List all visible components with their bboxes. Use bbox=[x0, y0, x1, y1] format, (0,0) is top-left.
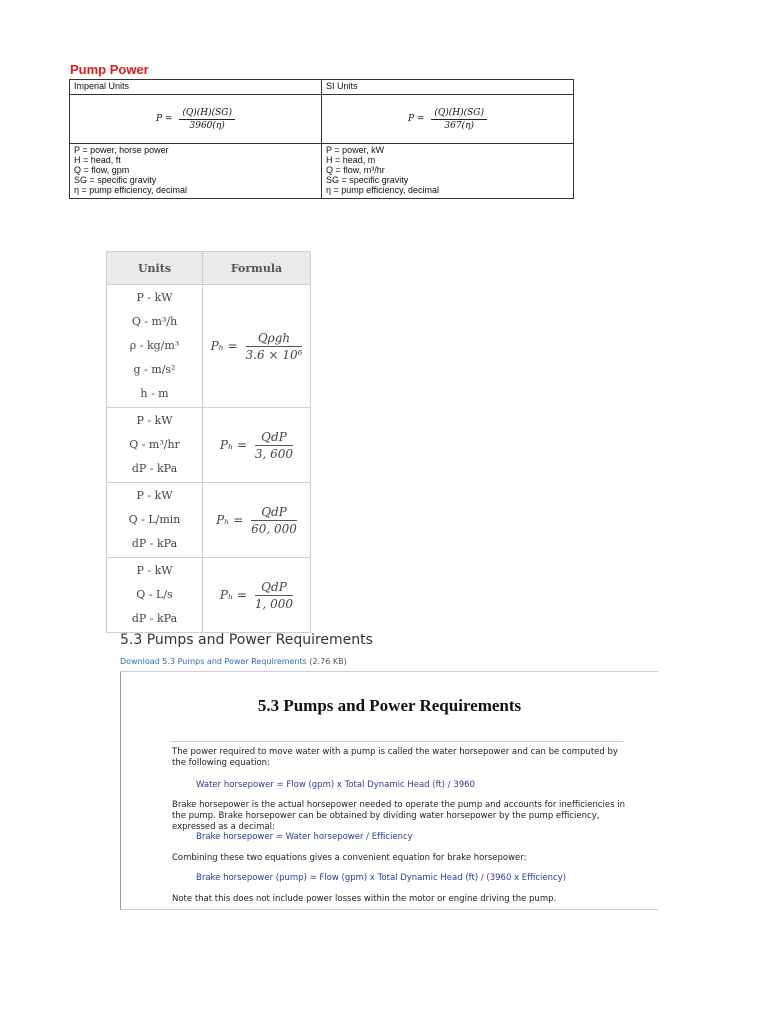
section-heading: 5.3 Pumps and Power Requirements bbox=[120, 632, 373, 648]
file-size: (2.76 KB) bbox=[309, 657, 347, 666]
definition-line: SG = specific gravity bbox=[74, 175, 157, 185]
imperial-definitions bbox=[70, 144, 322, 199]
units-header: Units bbox=[107, 252, 203, 285]
formula-header: Formula bbox=[203, 252, 311, 285]
equation: Water horsepower = Flow (gpm) x Total Dynamic Head (ft) / 3960 bbox=[196, 780, 475, 790]
units-cell: P - kW Q - L/s dP - kPa bbox=[107, 558, 203, 633]
paragraph: Brake horsepower is the actual horsepower needed to operate the pump and accounts for inefficiencies in the pump. Brake horsepower can be obtained by dividing water horsepower by the pump efficiency, expressed as a decimal: bbox=[172, 800, 626, 832]
formula-cell: Pₕ = $\frac{\text{QdP}}{60, 000}$ bbox=[203, 483, 311, 558]
paragraph: The power required to move water with a pump is called the water horsepower and can be computed by the following equation: bbox=[172, 747, 618, 768]
table-row bbox=[107, 483, 311, 558]
units-cell: P - kW Q - L/min dP - kPa bbox=[107, 483, 203, 558]
si-definitions bbox=[322, 144, 574, 199]
equation: Brake horsepower (pump) = Flow (gpm) x Total Dynamic Head (ft) / (3960 x Efficiency) bbox=[196, 873, 567, 883]
definition-line: P = power, horse power bbox=[74, 145, 169, 155]
divider bbox=[171, 741, 623, 742]
document-title: 5.3 Pumps and Power Requirements bbox=[257, 696, 522, 715]
imperial-header: Imperial Units bbox=[70, 80, 322, 95]
si-formula: P = $\frac{(Q)(H)(SG)}{367(\eta)}$ bbox=[322, 95, 574, 144]
definition-line: Q = flow, m³/hr bbox=[326, 165, 385, 175]
units-cell: P - kW Q - m³/hr dP - kPa bbox=[107, 408, 203, 483]
si-fraction: $\frac{(Q)(H)(SG)}{367(\eta)}$ bbox=[431, 108, 487, 131]
definition-line: Q = flow, gpm bbox=[74, 165, 130, 175]
download-link[interactable]: Download 5.3 Pumps and Power Requirements bbox=[120, 657, 307, 666]
pump-power-table bbox=[69, 79, 574, 199]
definition-line: H = head, m bbox=[326, 155, 376, 165]
formula-cell: Pₕ = $\frac{\text{Qρgh}}{\text{3.6 × 10⁶}}$ bbox=[203, 285, 311, 408]
formula-cell: Pₕ = $\frac{\text{QdP}}{1, 000}$ bbox=[203, 558, 311, 633]
definition-line: P = power, kW bbox=[326, 145, 385, 155]
definition-line: η = pump efficiency, decimal bbox=[74, 185, 187, 195]
definition-line: η = pump efficiency, decimal bbox=[326, 185, 439, 195]
paragraph: Combining these two equations gives a convenient equation for brake horsepower: bbox=[172, 853, 527, 863]
table-row bbox=[107, 558, 311, 633]
definition-line: SG = specific gravity bbox=[326, 175, 409, 185]
document-preview[interactable] bbox=[120, 671, 658, 910]
imperial-fraction: $\frac{(Q)(H)(SG)}{3960(\eta)}$ bbox=[179, 108, 235, 131]
units-formula-table bbox=[106, 251, 311, 633]
table-row bbox=[107, 285, 311, 408]
imperial-formula: P = $\frac{(Q)(H)(SG)}{3960(\eta)}$ bbox=[70, 95, 322, 144]
si-header: SI Units bbox=[322, 80, 574, 95]
units-cell: P - kW Q - m³/h ρ - kg/m³ g - m/s² h - m bbox=[107, 285, 203, 408]
pump-power-title: Pump Power bbox=[70, 62, 149, 77]
paragraph: Note that this does not include power losses within the motor or engine driving the pump. bbox=[172, 894, 557, 904]
table-row bbox=[107, 408, 311, 483]
formula-cell: Pₕ = $\frac{\text{QdP}}{3, 600}$ bbox=[203, 408, 311, 483]
download-link-row bbox=[120, 657, 347, 666]
definition-line: H = head, ft bbox=[74, 155, 121, 165]
equation: Brake horsepower = Water horsepower / Efficiency bbox=[196, 832, 413, 842]
